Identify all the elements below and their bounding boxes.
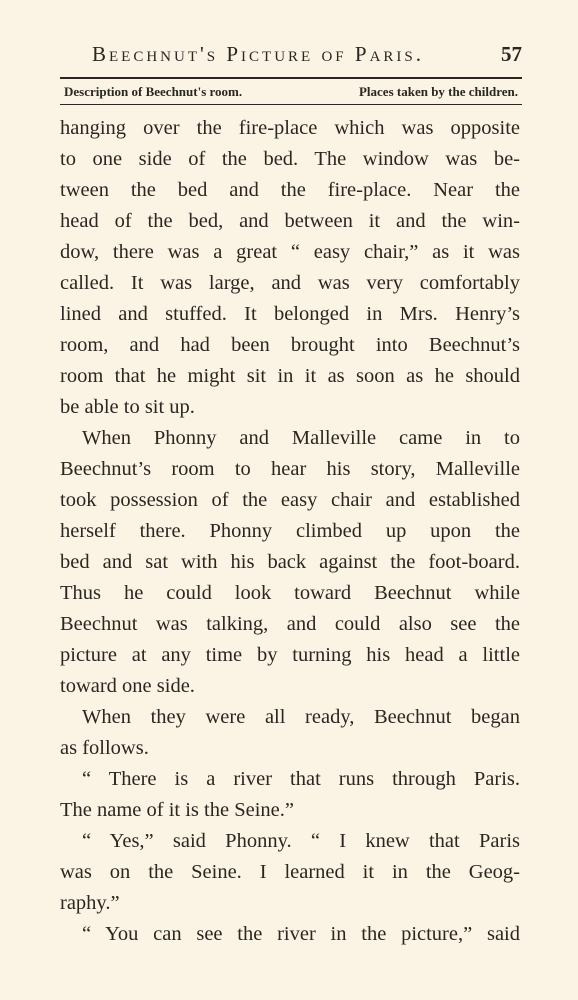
subhead-right: Places taken by the children. <box>358 84 518 99</box>
text-line: raphy.” <box>60 892 120 914</box>
text-line: head of the bed, and between it and the win- <box>60 210 520 232</box>
running-head-title: Beechnut's Picture of Paris. <box>92 42 424 66</box>
text-line: room, and had been brought into Beechnut’s <box>60 334 520 356</box>
section-subhead <box>60 84 522 102</box>
text-line: picture at any time by turning his head a little <box>60 644 520 666</box>
page-number: 57 <box>501 42 522 66</box>
text-line: The name of it is the Seine.” <box>60 799 294 821</box>
text-line: lined and stuffed. It belonged in Mrs. Henry’s <box>60 303 520 325</box>
text-line: “ There is a river that runs through Paris. <box>82 768 520 790</box>
text-line: to one side of the bed. The window was be- <box>60 148 520 170</box>
text-line: hanging over the fire-place which was opposite <box>60 117 520 139</box>
text-line: herself there. Phonny climbed up upon the <box>60 520 520 542</box>
text-line: “ You can see the river in the picture,” said <box>82 923 520 945</box>
text-line: Thus he could look toward Beechnut while <box>60 582 520 604</box>
text-line: called. It was large, and was very comfortably <box>60 272 520 294</box>
running-head <box>92 42 522 74</box>
text-line: dow, there was a great “ easy chair,” as it was <box>60 241 520 263</box>
text-line: When Phonny and Malleville came in to <box>82 427 520 449</box>
header-rule-bottom <box>60 104 522 105</box>
header-rule-top <box>60 77 522 79</box>
text-line: “ Yes,” said Phonny. “ I knew that Paris <box>82 830 520 852</box>
text-line: Beechnut’s room to hear his story, Malleville <box>60 458 520 480</box>
text-line: be able to sit up. <box>60 396 195 418</box>
text-line: room that he might sit in it as soon as he should <box>60 365 520 387</box>
text-line: was on the Seine. I learned it in the Geog- <box>60 861 520 883</box>
text-line: as follows. <box>60 737 149 759</box>
text-line: When they were all ready, Beechnut began <box>82 706 520 728</box>
text-line: toward one side. <box>60 675 195 697</box>
text-line: bed and sat with his back against the foot-board. <box>60 551 520 573</box>
subhead-left: Description of Beechnut's room. <box>64 84 243 99</box>
body-text <box>60 113 520 950</box>
text-line: tween the bed and the fire-place. Near the <box>60 179 520 201</box>
text-line: Beechnut was talking, and could also see the <box>60 613 520 635</box>
text-line: took possession of the easy chair and established <box>60 489 520 511</box>
